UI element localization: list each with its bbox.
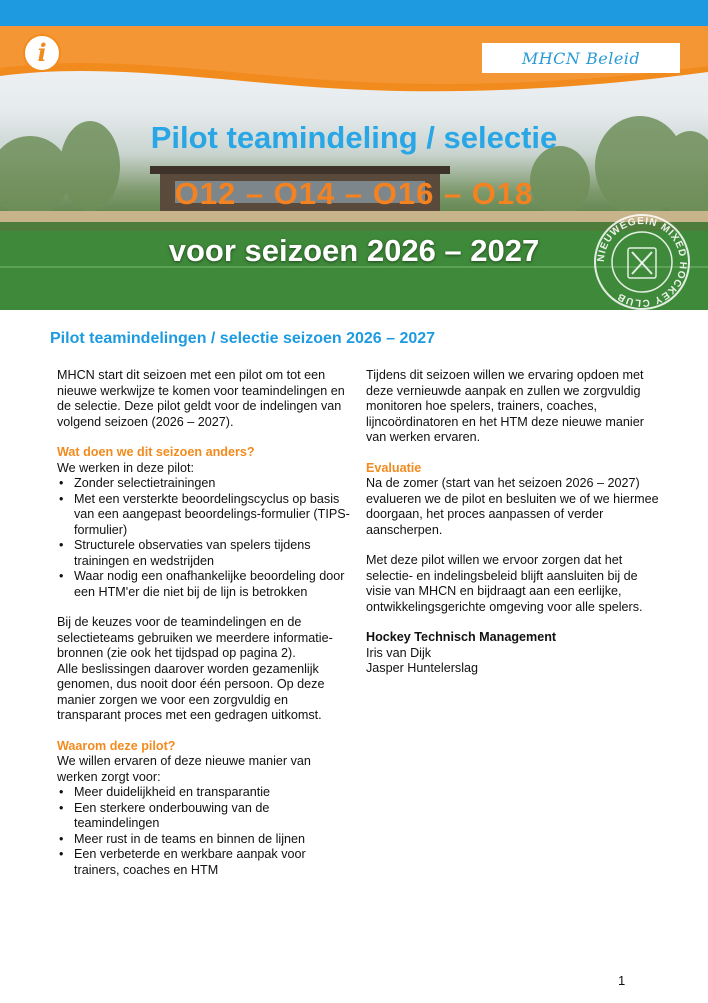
- heading-evaluation: Evaluatie: [366, 460, 422, 475]
- list-item: • Meer rust in de teams en binnen de lijnen: [57, 832, 352, 848]
- paragraph: Bij de keuzes voor de teamindelingen en de selectieteams gebruiken we meerdere informatie-bronnen (zie ook het tijdspad op pagina 2).: [57, 615, 333, 660]
- right-column: [366, 368, 661, 677]
- list-item: • Zonder selectietrainingen: [57, 476, 352, 492]
- policy-badge: [482, 43, 680, 73]
- hero-title-line1: Pilot teamindeling / selectie: [150, 120, 558, 155]
- left-column: [57, 368, 352, 878]
- list-item: • Waar nodig een onafhankelijke beoordeling door een HTM'er die niet bij de lijn is betrokken: [57, 569, 352, 600]
- heading-what-changes: Wat doen we dit seizoen anders?: [57, 445, 255, 459]
- list-item: • Meer duidelijkheid en transparantie: [57, 785, 352, 801]
- club-logo-text: NIEUWEGEIN MIXED HOCKEY CLUB: [595, 215, 689, 309]
- header-banner: [0, 26, 708, 310]
- paragraph: Tijdens dit seizoen willen we ervaring opdoen met deze vernieuwde aanpak en zullen we zorgvuldig monitoren hoe spelers, trainers, coaches, lijncoördinatoren en het HTM deze nieuwe manier van werken ervaren.: [366, 368, 644, 444]
- heading-why-pilot: Waarom deze pilot?: [57, 738, 176, 753]
- hero-title-line2: O12 – O14 – O16 – O18: [174, 176, 534, 211]
- policy-badge-label: MHCN Beleid: [521, 48, 641, 68]
- club-logo-icon: [592, 212, 692, 310]
- paragraph: Alle beslissingen daarover worden gezamenlijk genomen, dus nooit door één persoon. Op deze manier zorgen we voor een zorgvuldig en transparant proces met een gedragen uitkomst.: [57, 661, 325, 722]
- top-blue-bar: [0, 0, 708, 26]
- paragraph: Met deze pilot willen we ervoor zorgen dat het selectie- en indelingsbeleid blijft aansluiten bij de visie van MHCN en bijdraagt aan een eerlijke, ontwikkelingsgerichte omgeving voor alle spelers.: [366, 553, 643, 614]
- bullet-list-changes: [57, 476, 352, 600]
- intro-paragraph: MHCN start dit seizoen met een pilot om tot een nieuwe werkwijze te komen voor teamindelingen en de selectie. Deze pilot geldt voor de indelingen van volgend seizoen (2026 – 2027).: [57, 368, 345, 429]
- paragraph: Na de zomer (start van het seizoen 2026 – 2027) evalueren we de pilot en besluiten we of we hiermee doorgaan, het proces aanpassen of verder aanscherpen.: [366, 476, 659, 537]
- list-item: • Een verbeterde en werkbare aanpak voor trainers, coaches en HTM: [57, 847, 352, 878]
- list-item: • Structurele observaties van spelers tijdens trainingen en wedstrijden: [57, 538, 352, 569]
- section-title: Pilot teamindelingen / selectie seizoen 2026 – 2027: [50, 330, 436, 347]
- page-number: 1: [618, 973, 626, 988]
- signature-name: Jasper Huntelerslag: [366, 661, 479, 675]
- signature-name: Iris van Dijk: [366, 645, 432, 660]
- info-icon: i: [23, 34, 61, 72]
- paragraph: We willen ervaren of deze nieuwe manier van werken zorgt voor:: [57, 754, 311, 784]
- list-item: • Met een versterkte beoordelingscyclus op basis van een aangepast beoordelings-formulier (TIPS-formulier): [57, 492, 352, 539]
- list-item: • Een sterkere onderbouwing van de teamindelingen: [57, 801, 352, 832]
- hero-title-line3: voor seizoen 2026 – 2027: [168, 233, 540, 268]
- paragraph: We werken in deze pilot:: [57, 460, 194, 475]
- bullet-list-goals: [57, 785, 352, 878]
- signature-title: Hockey Technisch Management: [366, 630, 557, 644]
